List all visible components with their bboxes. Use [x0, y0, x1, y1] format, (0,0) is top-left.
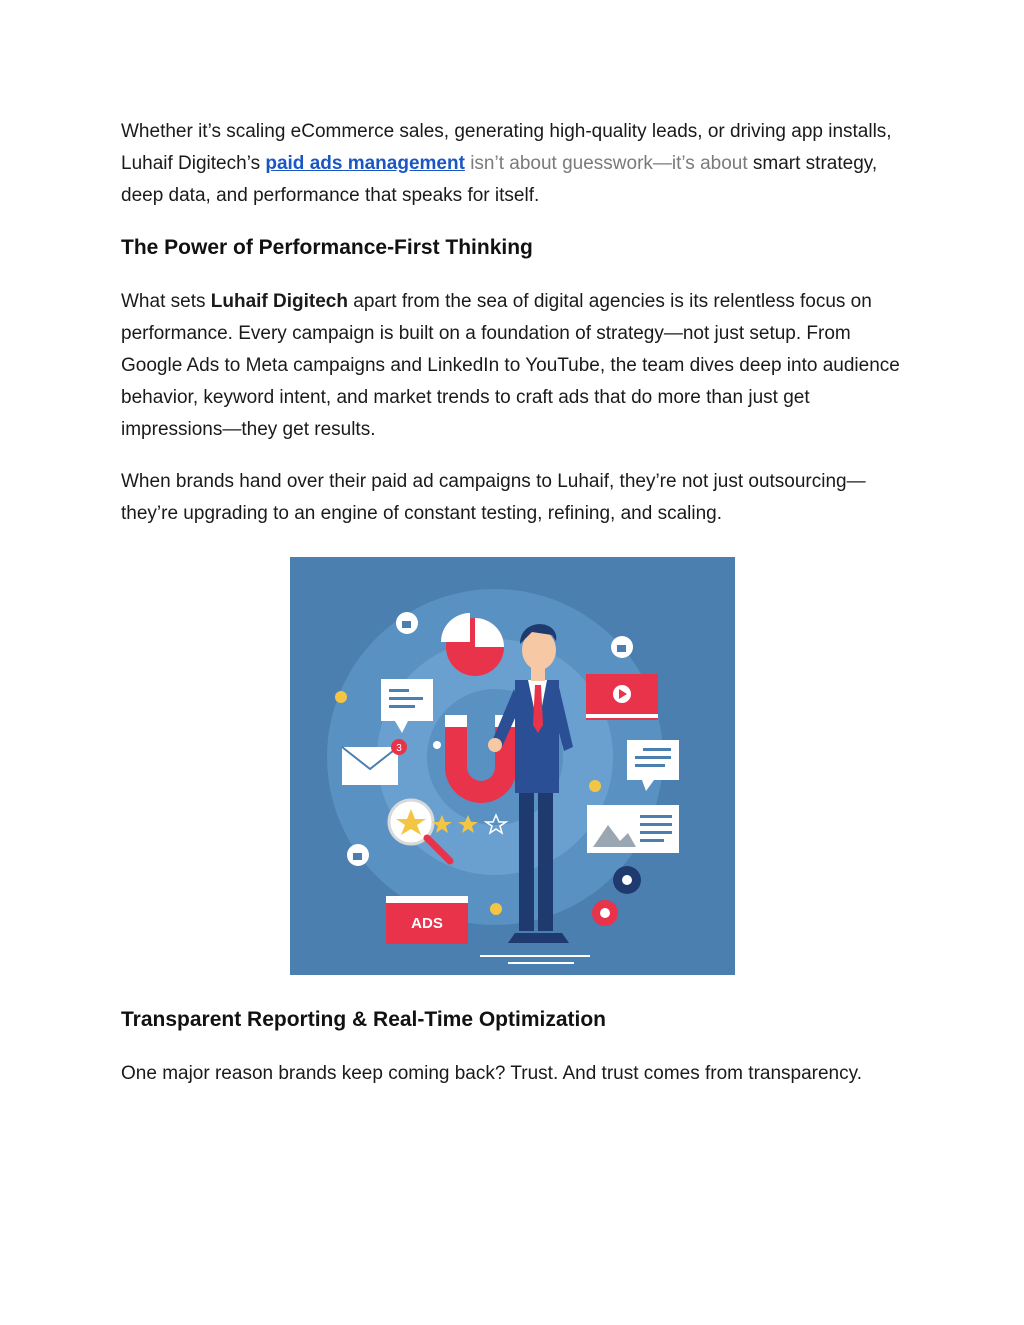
intro-paragraph — [121, 116, 911, 212]
thumbs-up-icon — [347, 844, 369, 866]
ads-banner-icon — [386, 896, 468, 944]
performance-paragraph — [121, 286, 911, 446]
intro-end-text: smart strategy, deep data, and performance that speaks for itself. — [121, 153, 878, 206]
section-heading-reporting: Transparent Reporting & Real-Time Optimization — [121, 1008, 607, 1031]
section-heading-performance: The Power of Performance-First Thinking — [121, 236, 533, 259]
paid-ads-management-link[interactable]: paid ads management — [265, 153, 465, 174]
ads-label: ADS — [411, 915, 443, 932]
gear-icon — [592, 900, 618, 926]
handover-paragraph: When brands hand over their paid ad campaigns to Luhaif, they’re not just outsourcing—they’re upgrading to an engine of constant testing, refining, and scaling. — [121, 471, 866, 524]
content-card-icon — [587, 805, 679, 853]
thumbs-up-icon — [396, 612, 418, 634]
brand-name-bold: Luhaif Digitech — [210, 291, 348, 312]
marketing-illustration — [290, 557, 735, 975]
intro-grey-text: isn’t about guesswork—it’s about — [464, 153, 748, 174]
transparency-paragraph: One major reason brands keep coming back? Trust. And trust comes from transparency. — [121, 1063, 862, 1084]
notification-badge: 3 — [396, 743, 402, 754]
performance-text-start: What sets — [121, 291, 211, 312]
thumbs-up-icon — [611, 636, 633, 658]
gear-icon — [613, 866, 641, 894]
performance-text-rest: apart from the sea of digital agencies is its relentless focus on performance. Every campaign is built on a foundation of strategy—not just setup. From Google Ads to Meta campaigns and LinkedIn to YouTube, the team dives deep into audience behavior, keyword intent, and market trends to craft ads that do more than just get impressions—they get results. — [121, 291, 900, 440]
intro-text: Whether it’s scaling eCommerce sales, generating high-quality leads, or driving app installs, Luhaif Digitech’s — [121, 121, 892, 174]
video-player-icon — [586, 674, 658, 720]
